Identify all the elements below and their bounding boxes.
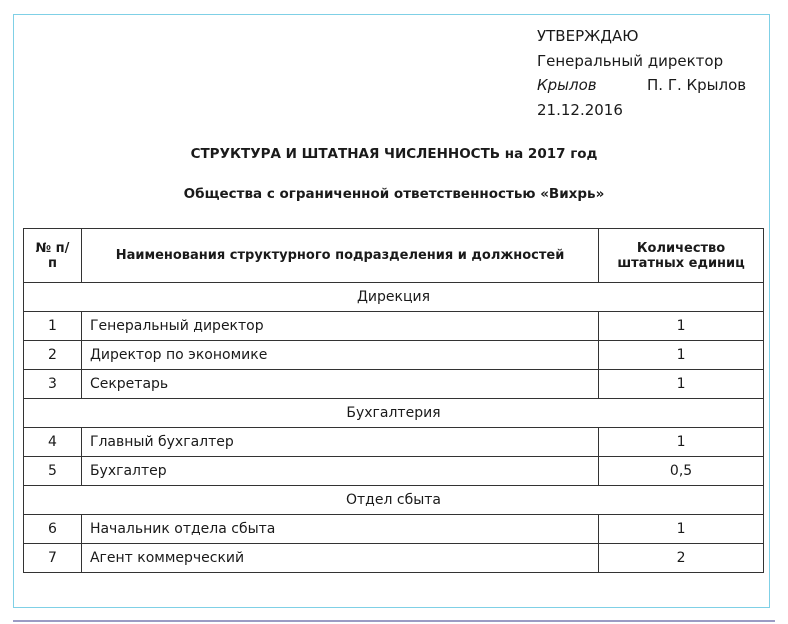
signature: Крылов — [537, 76, 597, 94]
row-num: 2 — [24, 341, 82, 370]
section-row — [24, 486, 764, 515]
row-qty: 0,5 — [599, 457, 764, 486]
table-row — [24, 370, 764, 399]
row-qty: 1 — [599, 370, 764, 399]
row-num: 7 — [24, 544, 82, 573]
approval-date: 21.12.2016 — [537, 100, 623, 119]
section-title: Отдел сбыта — [24, 486, 764, 515]
document-title: СТРУКТУРА И ШТАТНАЯ ЧИСЛЕННОСТЬ на 2017 год — [190, 146, 598, 162]
table-row — [24, 341, 764, 370]
table-row — [24, 428, 764, 457]
row-name: Бухгалтер — [81, 457, 598, 486]
approval-position: Генеральный директор — [537, 51, 724, 70]
row-qty: 1 — [599, 312, 764, 341]
section-title: Дирекция — [24, 283, 764, 312]
row-num: 5 — [24, 457, 82, 486]
row-num: 4 — [24, 428, 82, 457]
row-name: Генеральный директор — [81, 312, 598, 341]
row-name: Агент коммерческий — [81, 544, 598, 573]
table-row — [24, 515, 764, 544]
table-row — [24, 457, 764, 486]
row-num: 3 — [24, 370, 82, 399]
header-qty: Количество штатных единиц — [599, 229, 764, 283]
row-qty: 1 — [599, 428, 764, 457]
row-name: Директор по экономике — [81, 341, 598, 370]
row-qty: 1 — [599, 515, 764, 544]
section-title: Бухгалтерия — [24, 399, 764, 428]
section-row — [24, 399, 764, 428]
row-qty: 2 — [599, 544, 764, 573]
signer-name: П. Г. Крылов — [647, 76, 747, 94]
row-qty: 1 — [599, 341, 764, 370]
header-num: № п/п — [24, 229, 82, 283]
document-subtitle: Общества с ограниченной ответственностью «Вихрь» — [183, 186, 605, 202]
table-header-row — [24, 229, 764, 283]
row-num: 6 — [24, 515, 82, 544]
header-name: Наименования структурного подразделения и должностей — [81, 229, 598, 283]
table-row — [24, 544, 764, 573]
bottom-divider — [13, 620, 775, 622]
approval-heading: УТВЕРЖДАЮ — [537, 27, 639, 45]
row-name: Главный бухгалтер — [81, 428, 598, 457]
table-row — [24, 312, 764, 341]
approval-signature-line — [537, 73, 746, 98]
row-name: Секретарь — [81, 370, 598, 399]
staff-table — [23, 228, 764, 573]
approval-block — [537, 24, 746, 122]
section-row — [24, 283, 764, 312]
row-num: 1 — [24, 312, 82, 341]
row-name: Начальник отдела сбыта — [81, 515, 598, 544]
